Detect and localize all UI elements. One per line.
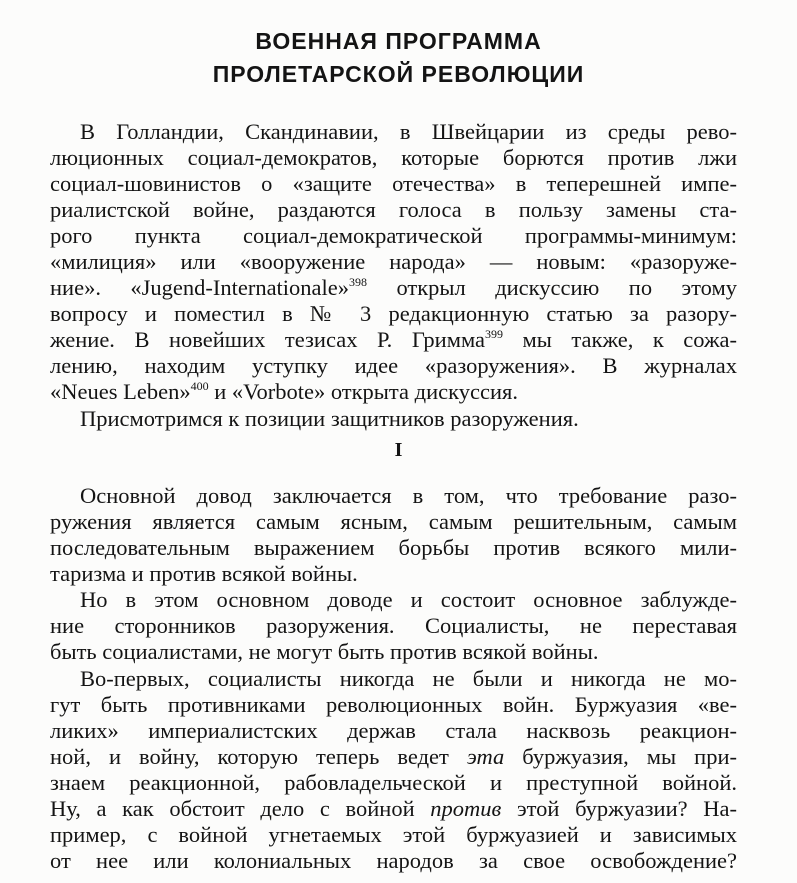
text-segment: ние». «Jugend-Internationale»: [50, 275, 350, 300]
emphasis: против: [430, 796, 502, 821]
paragraph-4-line: Но в этом основном доводе и состоит основное заблужде-: [80, 587, 737, 612]
paragraph-2-line: Присмотримся к позиции защитников разоружения.: [80, 406, 579, 431]
paragraph-5-line: гут быть противниками революционных войн. Буржуазия «ве-: [50, 692, 737, 717]
paragraph-1-line: [50, 327, 737, 353]
paragraph-1-line: «милиция» или «вооружение народа» — новым: «разоруже-: [50, 249, 737, 274]
text-segment: жение. В новейших тезисах Р. Гримма: [50, 327, 486, 352]
text-segment: и «Vorbote» открыта дискуссия.: [208, 379, 518, 404]
paragraph-3-line: последовательным выражением борьбы против всякого мили-: [50, 535, 737, 560]
text-segment: «Neues Leben»: [50, 379, 191, 404]
paragraph-4-line: ние сторонников разоружения. Социалисты, не переставая: [50, 613, 737, 638]
paragraph-1-line: социал-шовинистов о «защите отечества» в теперешней импе-: [50, 171, 737, 196]
paragraph-5-line: [50, 744, 737, 770]
paragraph-3-line: ружения является самым ясным, самым решительным, самым: [50, 509, 737, 534]
paragraph-1-line: люционных социал-демократов, которые борются против лжи: [50, 145, 737, 170]
footnote-ref-398: 398: [349, 275, 368, 289]
paragraph-5-line: Во-первых, социалисты никогда не были и никогда не мо-: [80, 666, 737, 691]
paragraph-5-line: ликих» империалистских держав стала насквозь реакцион-: [50, 718, 737, 743]
text-segment: этой буржуазии? На-: [501, 796, 738, 821]
section-number: I: [394, 439, 403, 461]
title-line-1: ВОЕННАЯ ПРОГРАММА: [255, 28, 542, 54]
text-segment: мы также, к сожа-: [503, 327, 738, 352]
paragraph-1-line: В Голландии, Скандинавии, в Швейцарии из среды рево-: [80, 119, 737, 144]
footnote-ref-400: 400: [190, 379, 209, 393]
paragraph-1-line: [50, 379, 737, 405]
emphasis: эта: [466, 744, 505, 769]
text-segment: ной, и войну, которую теперь ведет: [50, 744, 467, 769]
paragraph-3-line: Основной довод заключается в том, что требование разо-: [80, 483, 737, 508]
paragraph-1-line: [50, 275, 737, 301]
paragraph-5-line: пример, с войной угнетаемых этой буржуазией и зависимых: [50, 822, 737, 847]
paragraph-1-line: вопросу и поместил в № 3 редакционную статью за разору-: [50, 301, 737, 326]
paragraph-3-line: таризма и против всякой войны.: [50, 561, 358, 586]
paragraph-5-line: знаем реакционной, рабовладельческой и преступной войной.: [50, 770, 737, 795]
paragraph-1-line: рого пункта социал-демократической программы-минимум:: [50, 223, 737, 248]
title-line-2: ПРОЛЕТАРСКОЙ РЕВОЛЮЦИИ: [212, 61, 585, 87]
text-segment: Ну, а как обстоит дело с войной: [50, 796, 431, 821]
footnote-ref-399: 399: [485, 327, 504, 341]
text-segment: буржуазия, мы при-: [504, 744, 737, 769]
paragraph-1-line: риалистской войне, раздаются голоса в пользу замены ста-: [50, 197, 737, 222]
text-segment: открыл дискуссию по этому: [367, 275, 737, 300]
paragraph-5-line: [50, 796, 737, 822]
paragraph-1-line: лению, находим уступку идее «разоружения». В журналах: [50, 353, 737, 378]
paragraph-4-line: быть социалистами, не могут быть против всякой войны.: [50, 639, 599, 664]
paragraph-5-line: от нее или колониальных народов за свое освобождение?: [50, 848, 737, 873]
